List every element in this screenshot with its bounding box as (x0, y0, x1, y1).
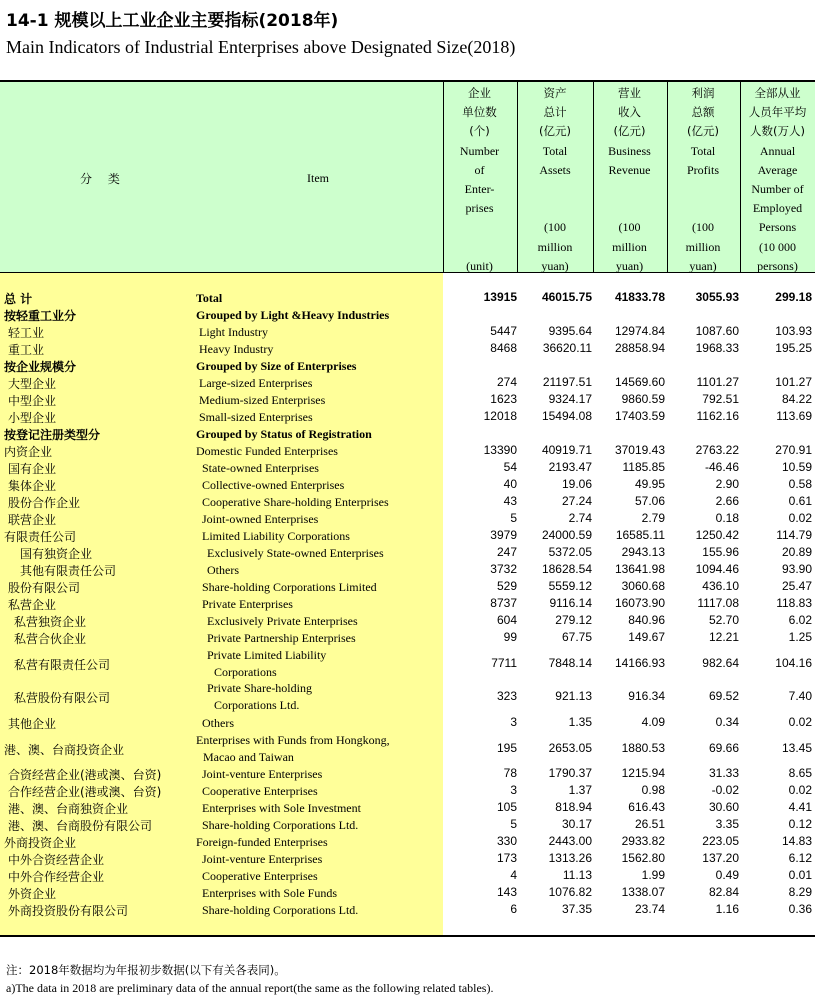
column-header-line (443, 218, 516, 237)
column-4-header (667, 84, 739, 276)
row-label-cn: 外资企业 (8, 887, 57, 901)
column-header-line: Assets (539, 162, 571, 177)
column-header-line: (100 (544, 220, 566, 235)
cell-value: 23.74 (634, 902, 665, 916)
cell-value: 149.67 (628, 630, 665, 644)
row-label-en: Collective-owned Enterprises (202, 478, 345, 492)
row-label-en: Grouped by Size of Enterprises (196, 359, 357, 373)
cell-value: 173 (496, 851, 517, 865)
row-label-en-line2: Macao and Taiwan (203, 750, 294, 764)
column-header-line: (个) (469, 124, 490, 139)
cell-value: 2.90 (715, 477, 739, 491)
column-5-header (740, 84, 815, 276)
row-label-cn: 集体企业 (8, 479, 57, 493)
column-header-line: (亿元) (613, 124, 646, 139)
row-label-en: State-owned Enterprises (202, 461, 319, 475)
column-2-header (517, 84, 593, 276)
cell-value: 6.12 (788, 851, 812, 865)
cell-value: 2.79 (641, 511, 665, 525)
cell-value: 1623 (490, 392, 517, 406)
cell-value: 6.02 (788, 613, 812, 627)
row-label-en: Foreign-funded Enterprises (196, 835, 328, 849)
row-label-en: Enterprises with Sole Funds (202, 886, 337, 900)
row-label-en: Share-holding Corporations Ltd. (202, 903, 359, 917)
row-label-en: Heavy Industry (199, 342, 274, 356)
cell-value: 12974.84 (614, 324, 665, 338)
cell-value: 4.09 (641, 715, 665, 729)
cell-value: 1.35 (568, 715, 592, 729)
row-label-en: Joint-venture Enterprises (202, 767, 323, 781)
cell-value: 3732 (490, 562, 517, 576)
cell-value: 2.66 (715, 494, 739, 508)
cell-value: 40 (503, 477, 517, 491)
row-label-cn: 港、澳、台商股份有限公司 (8, 819, 153, 833)
row-label-cn: 按登记注册类型分 (4, 428, 101, 442)
cell-value: 15494.08 (541, 409, 592, 423)
cell-value: 1087.60 (695, 324, 739, 338)
column-header-line: 总计 (543, 105, 567, 120)
item-header-en: Item (307, 171, 329, 185)
row-label-en-line2: Corporations Ltd. (214, 698, 300, 712)
column-header-line (593, 180, 666, 199)
cell-value: 1250.42 (695, 528, 739, 542)
cell-value: 41833.78 (614, 290, 665, 304)
row-label-cn: 私营企业 (8, 598, 57, 612)
column-header-line: million (537, 239, 573, 254)
cell-value: 2443.00 (548, 834, 592, 848)
row-label-en: Private Limited Liability (207, 648, 327, 662)
cell-value: 299.18 (775, 290, 812, 304)
column-1-header (443, 84, 516, 276)
cell-value: 12.21 (708, 630, 739, 644)
cell-value: 18628.54 (541, 562, 592, 576)
column-header-line: 收入 (618, 105, 641, 120)
row-label-cn: 轻工业 (8, 326, 45, 340)
row-label-cn: 合作经营企业(港或澳、台资) (8, 785, 162, 799)
cell-value: 16585.11 (615, 528, 665, 542)
cell-value: 0.12 (788, 817, 812, 831)
cell-value: 37.35 (561, 902, 592, 916)
cell-value: 0.34 (715, 715, 739, 729)
cell-value: 0.01 (788, 868, 812, 882)
cell-value: 8.29 (788, 885, 812, 899)
cell-value: 436.10 (702, 579, 739, 593)
row-label-en: Limited Liability Corporations (202, 529, 350, 543)
cell-value: 37019.43 (614, 443, 665, 457)
column-header-line: Revenue (608, 162, 651, 177)
cell-value: 67.75 (561, 630, 592, 644)
row-label-en: Share-holding Corporations Limited (202, 580, 377, 594)
cell-value: 93.90 (781, 562, 812, 576)
cell-value: 28858.94 (614, 341, 665, 355)
cell-value: 8.65 (788, 766, 812, 780)
column-header-line: 营业 (618, 86, 641, 100)
row-label-cn: 外商投资企业 (4, 836, 77, 850)
cell-value: 195 (496, 741, 517, 755)
page-title-en: Main Indicators of Industrial Enterprises above Designated Size(2018) (6, 37, 516, 57)
cell-value: 921.13 (555, 689, 592, 703)
cell-value: 247 (496, 545, 517, 559)
category-header-cn: 分 类 (80, 172, 126, 186)
cell-value: 1117.08 (697, 596, 739, 610)
cell-value: 1.37 (568, 783, 592, 797)
row-label-en: Medium-sized Enterprises (199, 393, 326, 407)
cell-value: 4.41 (788, 800, 812, 814)
cell-value: 19.06 (561, 477, 592, 491)
cell-value: 7.40 (788, 689, 812, 703)
cell-value: 3055.93 (695, 290, 739, 304)
cell-value: 40919.71 (541, 443, 592, 457)
column-header-line: 企业 (468, 86, 491, 100)
cell-value: 8737 (490, 596, 517, 610)
cell-value: 1076.82 (548, 885, 592, 899)
row-label-cn: 股份合作企业 (8, 496, 81, 510)
cell-value: 9324.17 (548, 392, 592, 406)
column-header-line: million (612, 239, 647, 254)
cell-value: 9395.64 (548, 324, 592, 338)
cell-value: 274 (496, 375, 517, 389)
cell-value: 69.66 (708, 741, 739, 755)
cell-value: 2763.22 (695, 443, 739, 457)
column-header-line (517, 199, 593, 218)
cell-value: 9860.59 (621, 392, 665, 406)
column-header-line: Average (757, 162, 798, 177)
column-header-line: 单位数 (462, 105, 497, 120)
column-header-line: (100 (692, 220, 714, 235)
cell-value: 21197.51 (542, 375, 592, 389)
column-header-line: Annual (759, 143, 796, 158)
row-label-cn: 其他企业 (8, 717, 57, 731)
cell-value: 1094.46 (695, 562, 739, 576)
cell-value: 2653.05 (548, 741, 592, 755)
cell-value: 1.99 (641, 868, 665, 882)
row-label-cn: 国有独资企业 (20, 547, 93, 561)
column-header-line: Profits (686, 162, 719, 177)
column-header-line: (亿元) (687, 124, 719, 139)
cell-value: 529 (496, 579, 517, 593)
cell-value: 17403.59 (614, 409, 665, 423)
cell-value: 113.69 (776, 409, 812, 423)
cell-value: 1313.26 (548, 851, 592, 865)
cell-value: 916.34 (628, 689, 665, 703)
row-label-en: Private Share-holding (207, 681, 312, 695)
cell-value: 13641.98 (614, 562, 665, 576)
column-header-line: prises (465, 201, 494, 216)
cell-value: 84.22 (781, 392, 812, 406)
column-header-line: million (685, 239, 721, 254)
cell-value: 1790.37 (548, 766, 592, 780)
cell-value: 6 (510, 902, 517, 916)
row-label-cn: 合资经营企业(港或澳、台资) (8, 768, 162, 782)
column-header-line: yuan) (615, 258, 644, 273)
cell-value: 1185.85 (622, 460, 665, 474)
cell-value: 31.33 (708, 766, 739, 780)
footnote-en: a)The data in 2018 are preliminary data of the annual report(the same as the following related tables). (6, 981, 494, 995)
cell-value: 54 (503, 460, 517, 474)
cell-value: 3 (510, 783, 517, 797)
row-label-en: Small-sized Enterprises (199, 410, 313, 424)
cell-value: 7711 (491, 656, 517, 670)
cell-value: 20.89 (781, 545, 812, 559)
cell-value: 13915 (483, 290, 517, 304)
page-title-cn: 14-1 规模以上工业企业主要指标(2018年) (6, 11, 339, 31)
cell-value: 16073.90 (614, 596, 665, 610)
row-label-cn: 总 计 (4, 292, 33, 306)
header-bottom-rule (0, 272, 815, 273)
column-header-line: Total (690, 143, 716, 158)
row-label-en: Exclusively Private Enterprises (207, 614, 358, 628)
row-label-cn: 中外合作经营企业 (8, 870, 105, 884)
cell-value: 43 (503, 494, 517, 508)
cell-value: 5 (510, 511, 517, 525)
row-label-cn: 按企业规模分 (4, 360, 77, 374)
column-header-line: 人数(万人) (750, 124, 805, 139)
cell-value: 12018 (483, 409, 517, 423)
row-label-en: Others (202, 716, 234, 730)
cell-value: 5559.12 (548, 579, 592, 593)
column-header-line: 总额 (691, 105, 715, 120)
row-label-en: Domestic Funded Enterprises (196, 444, 338, 458)
table-bottom-rule (0, 935, 815, 937)
column-header-line (443, 238, 516, 257)
row-label-cn: 股份有限公司 (8, 581, 81, 595)
cell-value: 25.47 (781, 579, 812, 593)
cell-value: 101.27 (775, 375, 812, 389)
cell-value: 7848.14 (548, 656, 592, 670)
row-label-en-line2: Corporations (214, 665, 277, 679)
row-label-en: Enterprises with Sole Investment (202, 801, 361, 815)
column-header-line: Business (608, 143, 651, 158)
row-label-en: Grouped by Light &Heavy Industries (196, 308, 390, 322)
cell-value: 14.83 (781, 834, 812, 848)
row-label-en: Private Partnership Enterprises (207, 631, 356, 645)
row-label-cn: 重工业 (8, 343, 45, 357)
column-header-line: 人员年平均 (748, 105, 807, 120)
row-label-cn: 小型企业 (8, 411, 57, 425)
cell-value: 104.16 (775, 656, 812, 670)
cell-value: 792.51 (702, 392, 739, 406)
column-header-line: Number (459, 143, 500, 158)
column-header-line: Employed (752, 201, 803, 216)
cell-value: 818.94 (555, 800, 592, 814)
cell-value: 10.59 (781, 460, 812, 474)
row-label-cn: 港、澳、台商独资企业 (8, 802, 129, 816)
cell-value: 3.35 (715, 817, 739, 831)
column-3-header (593, 84, 666, 276)
cell-value: 13390 (483, 443, 517, 457)
cell-value: 5372.05 (548, 545, 592, 559)
cell-value: 604 (496, 613, 517, 627)
column-header-line: (unit) (466, 258, 493, 273)
cell-value: 0.02 (788, 715, 812, 729)
cell-value: 8468 (490, 341, 517, 355)
cell-value: 5447 (490, 324, 517, 338)
column-header-line: Enter- (464, 181, 495, 196)
column-header-line: of (474, 162, 485, 177)
cell-value: 46015.75 (541, 290, 592, 304)
column-header-line: 全部从业 (754, 86, 801, 100)
cell-value: 0.02 (788, 511, 812, 525)
cell-value: 105 (496, 800, 517, 814)
cell-value: 1562.80 (621, 851, 665, 865)
row-label-cn: 大型企业 (8, 377, 57, 391)
header-background (0, 82, 443, 272)
cell-value: 0.61 (788, 494, 812, 508)
cell-value: 840.96 (628, 613, 665, 627)
cell-value: 4 (510, 868, 517, 882)
column-header-line: Total (542, 143, 568, 158)
row-label-cn: 国有企业 (8, 462, 57, 476)
row-label-cn: 私营股份有限公司 (14, 691, 111, 705)
column-header-line: yuan) (689, 258, 717, 273)
column-header-line: 利润 (691, 86, 715, 100)
row-label-cn: 其他有限责任公司 (20, 564, 117, 578)
row-label-cn: 私营独资企业 (14, 615, 87, 629)
row-label-en: Large-sized Enterprises (199, 376, 313, 390)
cell-value: 82.84 (708, 885, 739, 899)
cell-value: 1968.33 (695, 341, 739, 355)
cell-value: 2943.13 (621, 545, 665, 559)
column-header-line: persons) (757, 258, 798, 273)
column-header-line: 资产 (543, 86, 567, 100)
column-header-line (667, 199, 739, 218)
cell-value: 0.49 (715, 868, 739, 882)
cell-value: 1880.53 (621, 741, 665, 755)
cell-value: 5 (510, 817, 517, 831)
cell-value: 0.98 (641, 783, 665, 797)
cell-value: 1162.16 (696, 409, 739, 423)
row-label-cn: 中外合资经营企业 (8, 853, 105, 867)
row-label-en: Exclusively State-owned Enterprises (207, 546, 384, 560)
cell-value: -0.02 (711, 783, 739, 797)
cell-value: 1215.94 (621, 766, 665, 780)
cell-value: 57.06 (634, 494, 665, 508)
cell-value: 24000.59 (541, 528, 592, 542)
cell-value: 2933.82 (621, 834, 665, 848)
column-header-line (667, 180, 739, 199)
cell-value: 279.12 (555, 613, 592, 627)
row-label-en: Grouped by Status of Registration (196, 427, 372, 441)
cell-value: 13.45 (781, 741, 812, 755)
cell-value: 0.58 (788, 477, 812, 491)
row-label-en: Share-holding Corporations Ltd. (202, 818, 359, 832)
cell-value: 99 (503, 630, 517, 644)
row-label-en: Cooperative Enterprises (202, 784, 318, 798)
row-label-cn: 有限责任公司 (4, 530, 77, 544)
column-header-line (517, 180, 593, 199)
footnote-cn: 注：2018年数据均为年报初步数据(以下有关各表同)。 (6, 963, 286, 977)
row-label-cn: 内资企业 (4, 445, 53, 459)
cell-value: 2.74 (568, 511, 592, 525)
cell-value: 0.36 (788, 902, 812, 916)
row-label-en: Cooperative Enterprises (202, 869, 318, 883)
column-header-line: (100 (618, 220, 641, 235)
cell-value: 270.91 (775, 443, 812, 457)
cell-value: 52.70 (708, 613, 739, 627)
cell-value: 69.52 (708, 689, 739, 703)
row-label-en: Total (196, 291, 223, 305)
cell-value: 616.43 (628, 800, 665, 814)
column-header-line: (亿元) (539, 124, 571, 139)
column-header-line: Number of (751, 181, 804, 196)
row-label-cn: 按轻重工业分 (4, 309, 77, 323)
row-label-en: Enterprises with Funds from Hongkong, (196, 733, 390, 747)
row-label-cn: 外商投资股份有限公司 (8, 904, 129, 918)
cell-value: 30.60 (708, 800, 739, 814)
cell-value: 155.96 (702, 545, 739, 559)
cell-value: 26.51 (634, 817, 665, 831)
row-label-en: Joint-venture Enterprises (202, 852, 323, 866)
column-header-line (593, 199, 666, 218)
cell-value: 1.25 (788, 630, 812, 644)
cell-value: 195.25 (775, 341, 812, 355)
row-label-cn: 港、澳、台商投资企业 (4, 743, 125, 757)
cell-value: 330 (496, 834, 517, 848)
row-label-en: Cooperative Share-holding Enterprises (202, 495, 389, 509)
row-label-cn: 中型企业 (8, 394, 57, 408)
cell-value: 143 (496, 885, 517, 899)
cell-value: 0.02 (788, 783, 812, 797)
row-label-en: Others (207, 563, 239, 577)
cell-value: 118.83 (776, 596, 812, 610)
cell-value: 27.24 (561, 494, 592, 508)
row-label-cn: 联营企业 (8, 513, 57, 527)
row-label-cn: 私营合伙企业 (14, 632, 87, 646)
cell-value: 223.05 (702, 834, 739, 848)
column-header-line: (10 000 (759, 239, 796, 254)
cell-value: 36620.11 (542, 341, 592, 355)
cell-value: 1101.27 (696, 375, 739, 389)
cell-value: 137.20 (702, 851, 739, 865)
cell-value: 14166.93 (614, 656, 665, 670)
row-label-en: Private Enterprises (202, 597, 293, 611)
cell-value: 14569.60 (614, 375, 665, 389)
row-label-en: Joint-owned Enterprises (202, 512, 319, 526)
cell-value: 11.13 (562, 868, 592, 882)
column-header-line: yuan) (541, 258, 569, 273)
column-header-line: Persons (758, 220, 797, 235)
cell-value: 3060.68 (621, 579, 665, 593)
cell-value: 103.93 (775, 324, 812, 338)
cell-value: 3 (510, 715, 517, 729)
cell-value: 49.95 (634, 477, 665, 491)
cell-value: 9116.14 (549, 596, 592, 610)
row-label-cn: 私营有限责任公司 (14, 658, 111, 672)
cell-value: 0.18 (715, 511, 739, 525)
cell-value: 78 (503, 766, 517, 780)
cell-value: 1338.07 (621, 885, 665, 899)
cell-value: 1.16 (715, 902, 739, 916)
cell-value: 3979 (490, 528, 517, 542)
row-label-en: Light Industry (199, 325, 268, 339)
cell-value: -46.46 (704, 460, 739, 474)
cell-value: 2193.47 (548, 460, 592, 474)
cell-value: 114.79 (776, 528, 812, 542)
cell-value: 982.64 (702, 656, 739, 670)
cell-value: 30.17 (561, 817, 592, 831)
cell-value: 323 (496, 689, 517, 703)
